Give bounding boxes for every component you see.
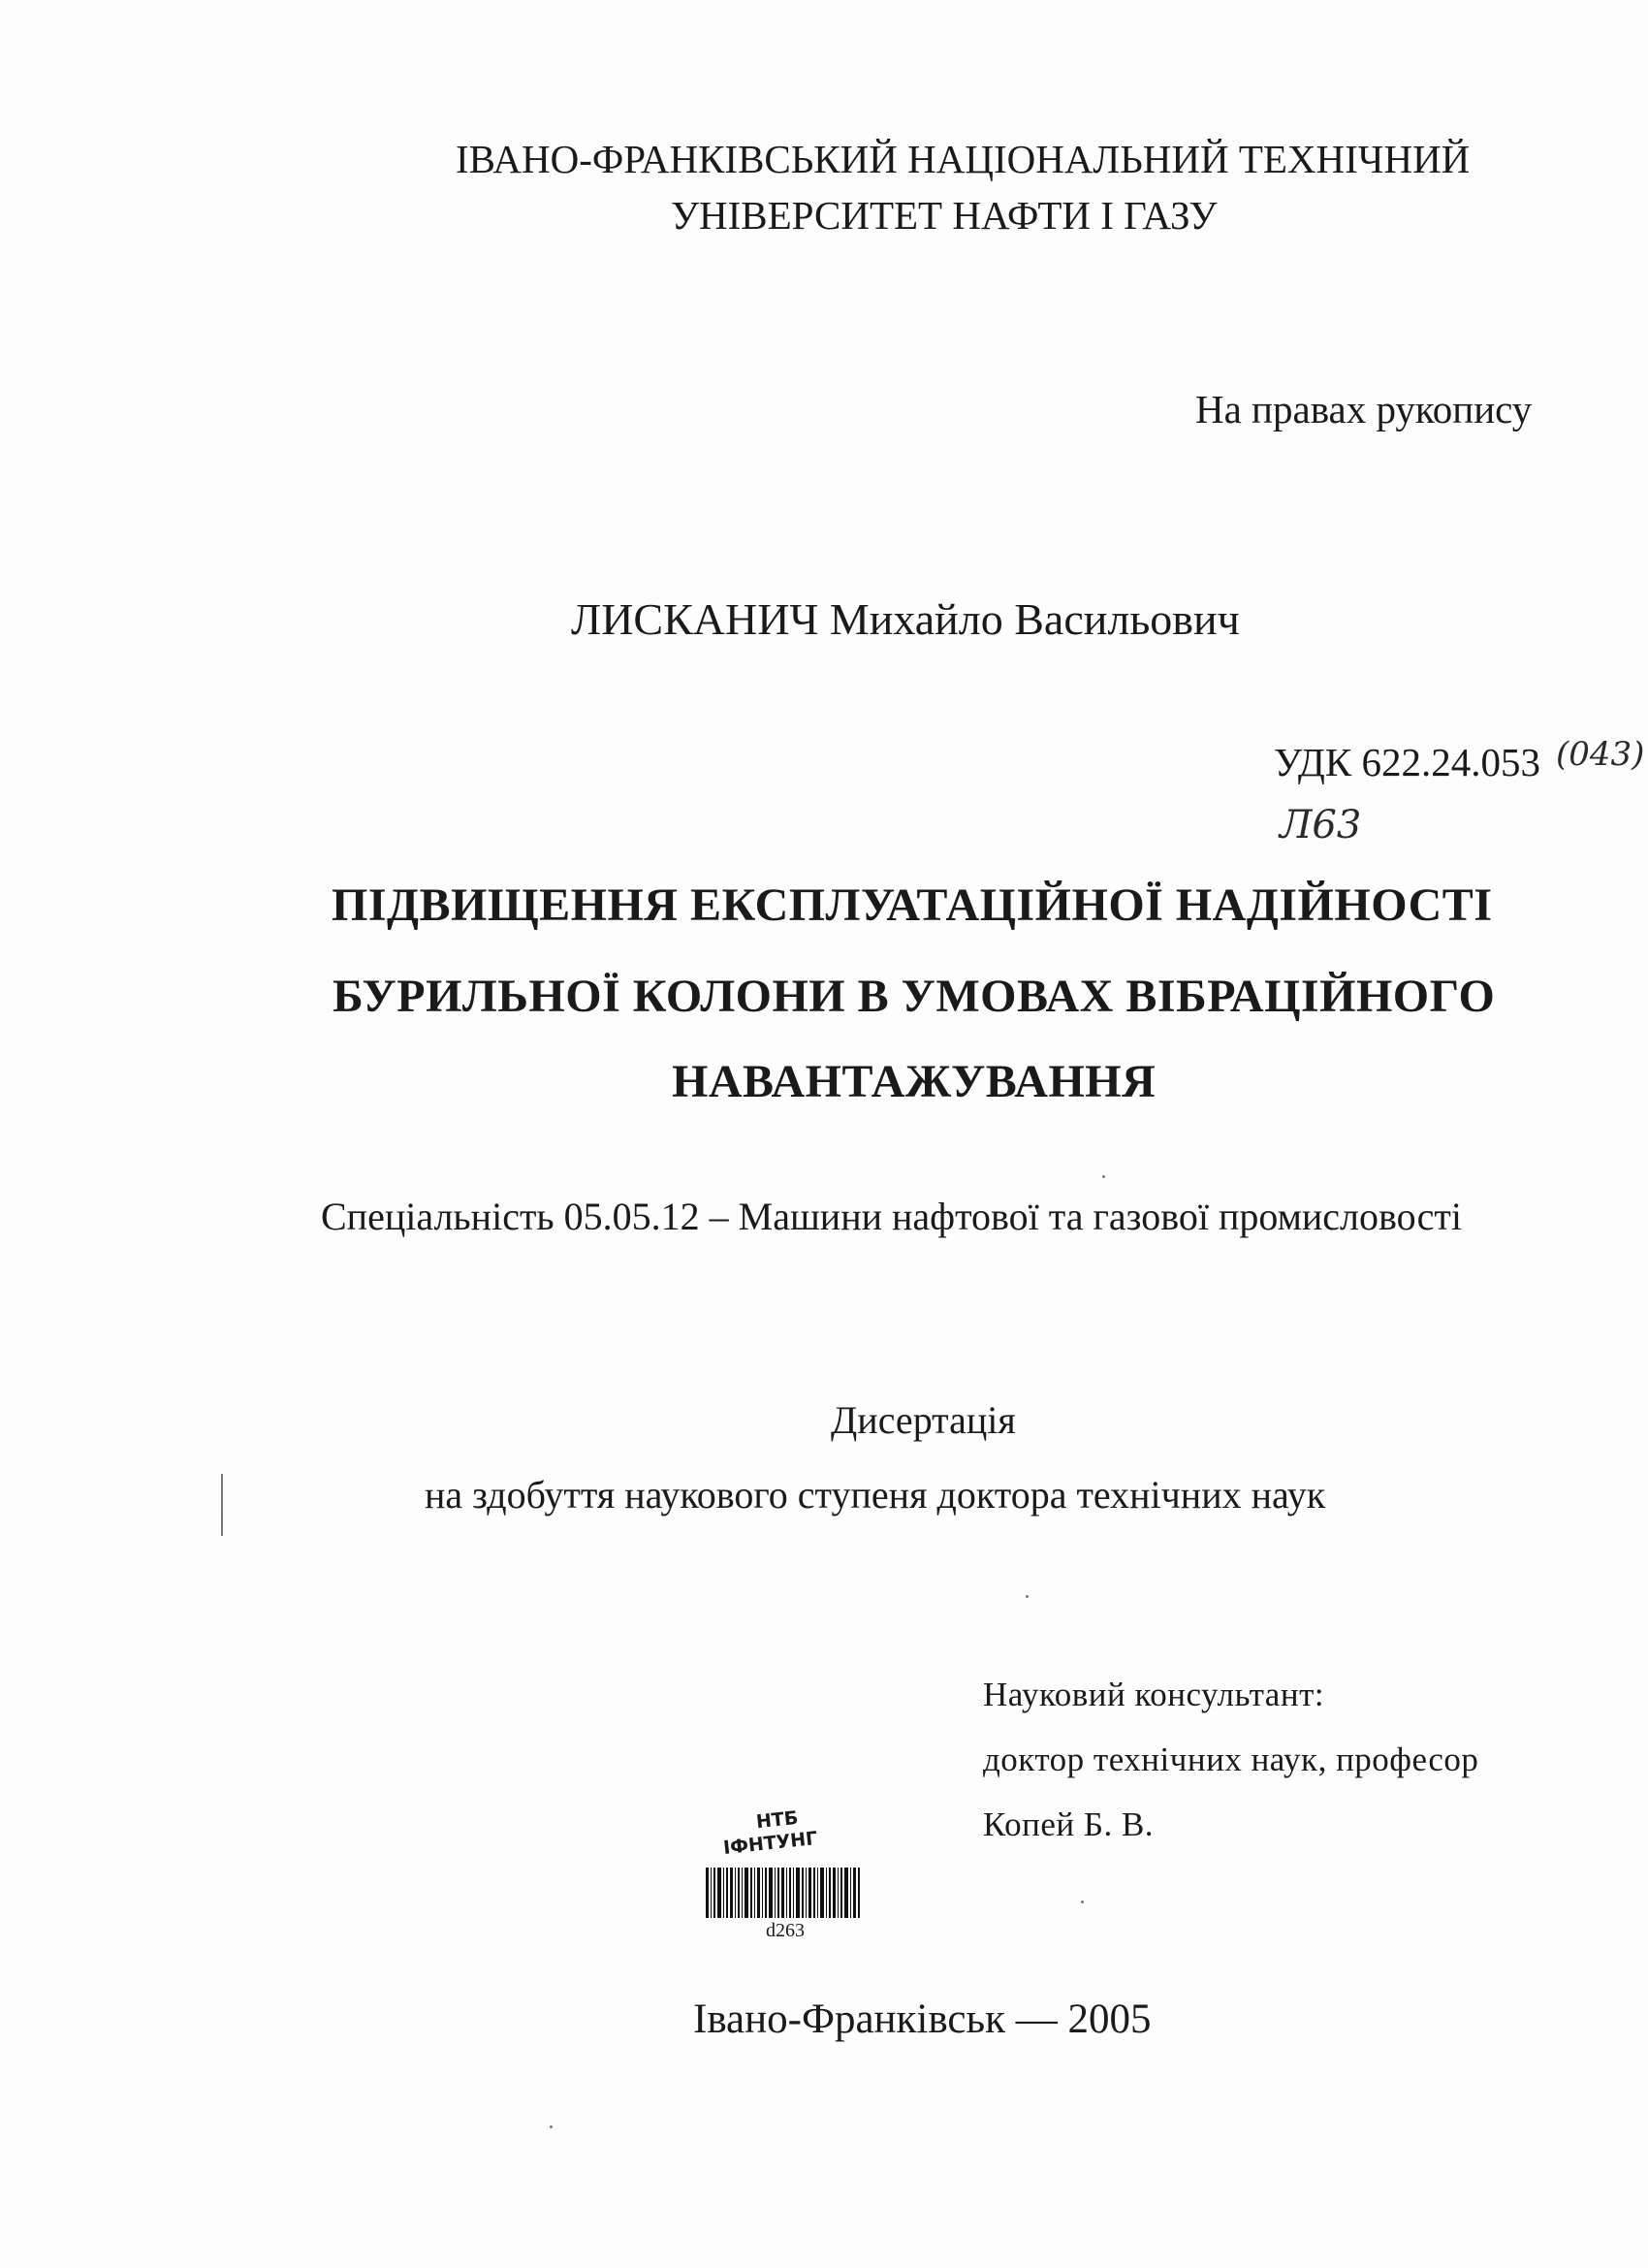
consultant-degree: доктор технічних наук, професор [983,1741,1479,1778]
city-year: Івано-Франківськ — 2005 [693,1996,1152,2042]
dissertation-title-line1: ПІДВИЩЕННЯ ЕКСПЛУАТАЦІЙНОЇ НАДІЙНОСТІ [332,879,1493,931]
dissertation-title-line3: НАВАНТАЖУВАННЯ [672,1056,1157,1107]
scan-speck [1026,1595,1029,1598]
scan-speck [1102,1175,1105,1178]
consultant-label: Науковий консультант: [983,1676,1325,1713]
udc-handwritten-suffix: (043) [1556,735,1645,774]
specialty-line: Спеціальність 05.05.12 – Машини нафтової та газової промисловості [321,1195,1462,1238]
scan-margin-mark [221,1513,223,1532]
handwritten-library-code: Л63 [1280,803,1362,847]
scan-speck [550,2125,553,2128]
dissertation-label: Дисертація [831,1398,1016,1442]
barcode-icon [706,1868,861,1918]
dissertation-degree-line: на здобуття наукового ступеня доктора технічних наук [425,1473,1326,1517]
university-name-line2: УНІВЕРСИТЕТ НАФТИ І ГАЗУ [671,193,1218,238]
udc-code: УДК 622.24.053 [1274,740,1540,784]
scan-speck [1081,1901,1084,1903]
library-stamp [698,1806,872,1955]
stamp-library-abbrev: НТБ [754,1806,800,1834]
university-name-line1: ІВАНО-ФРАНКІВСЬКИЙ НАЦІОНАЛЬНИЙ ТЕХНІЧНИЙ [456,137,1471,181]
dissertation-title-line2: БУРИЛЬНОЇ КОЛОНИ В УМОВАХ ВІБРАЦІЙНОГО [333,971,1496,1022]
author-name: ЛИСКАНИЧ Михайло Васильович [571,594,1240,644]
stamp-university-abbrev: ІФНТУНГ [722,1827,819,1860]
manuscript-note: На правах рукопису [1195,387,1533,431]
consultant-name: Копей Б. В. [983,1805,1155,1843]
stamp-inventory-code: d263 [766,1920,805,1941]
